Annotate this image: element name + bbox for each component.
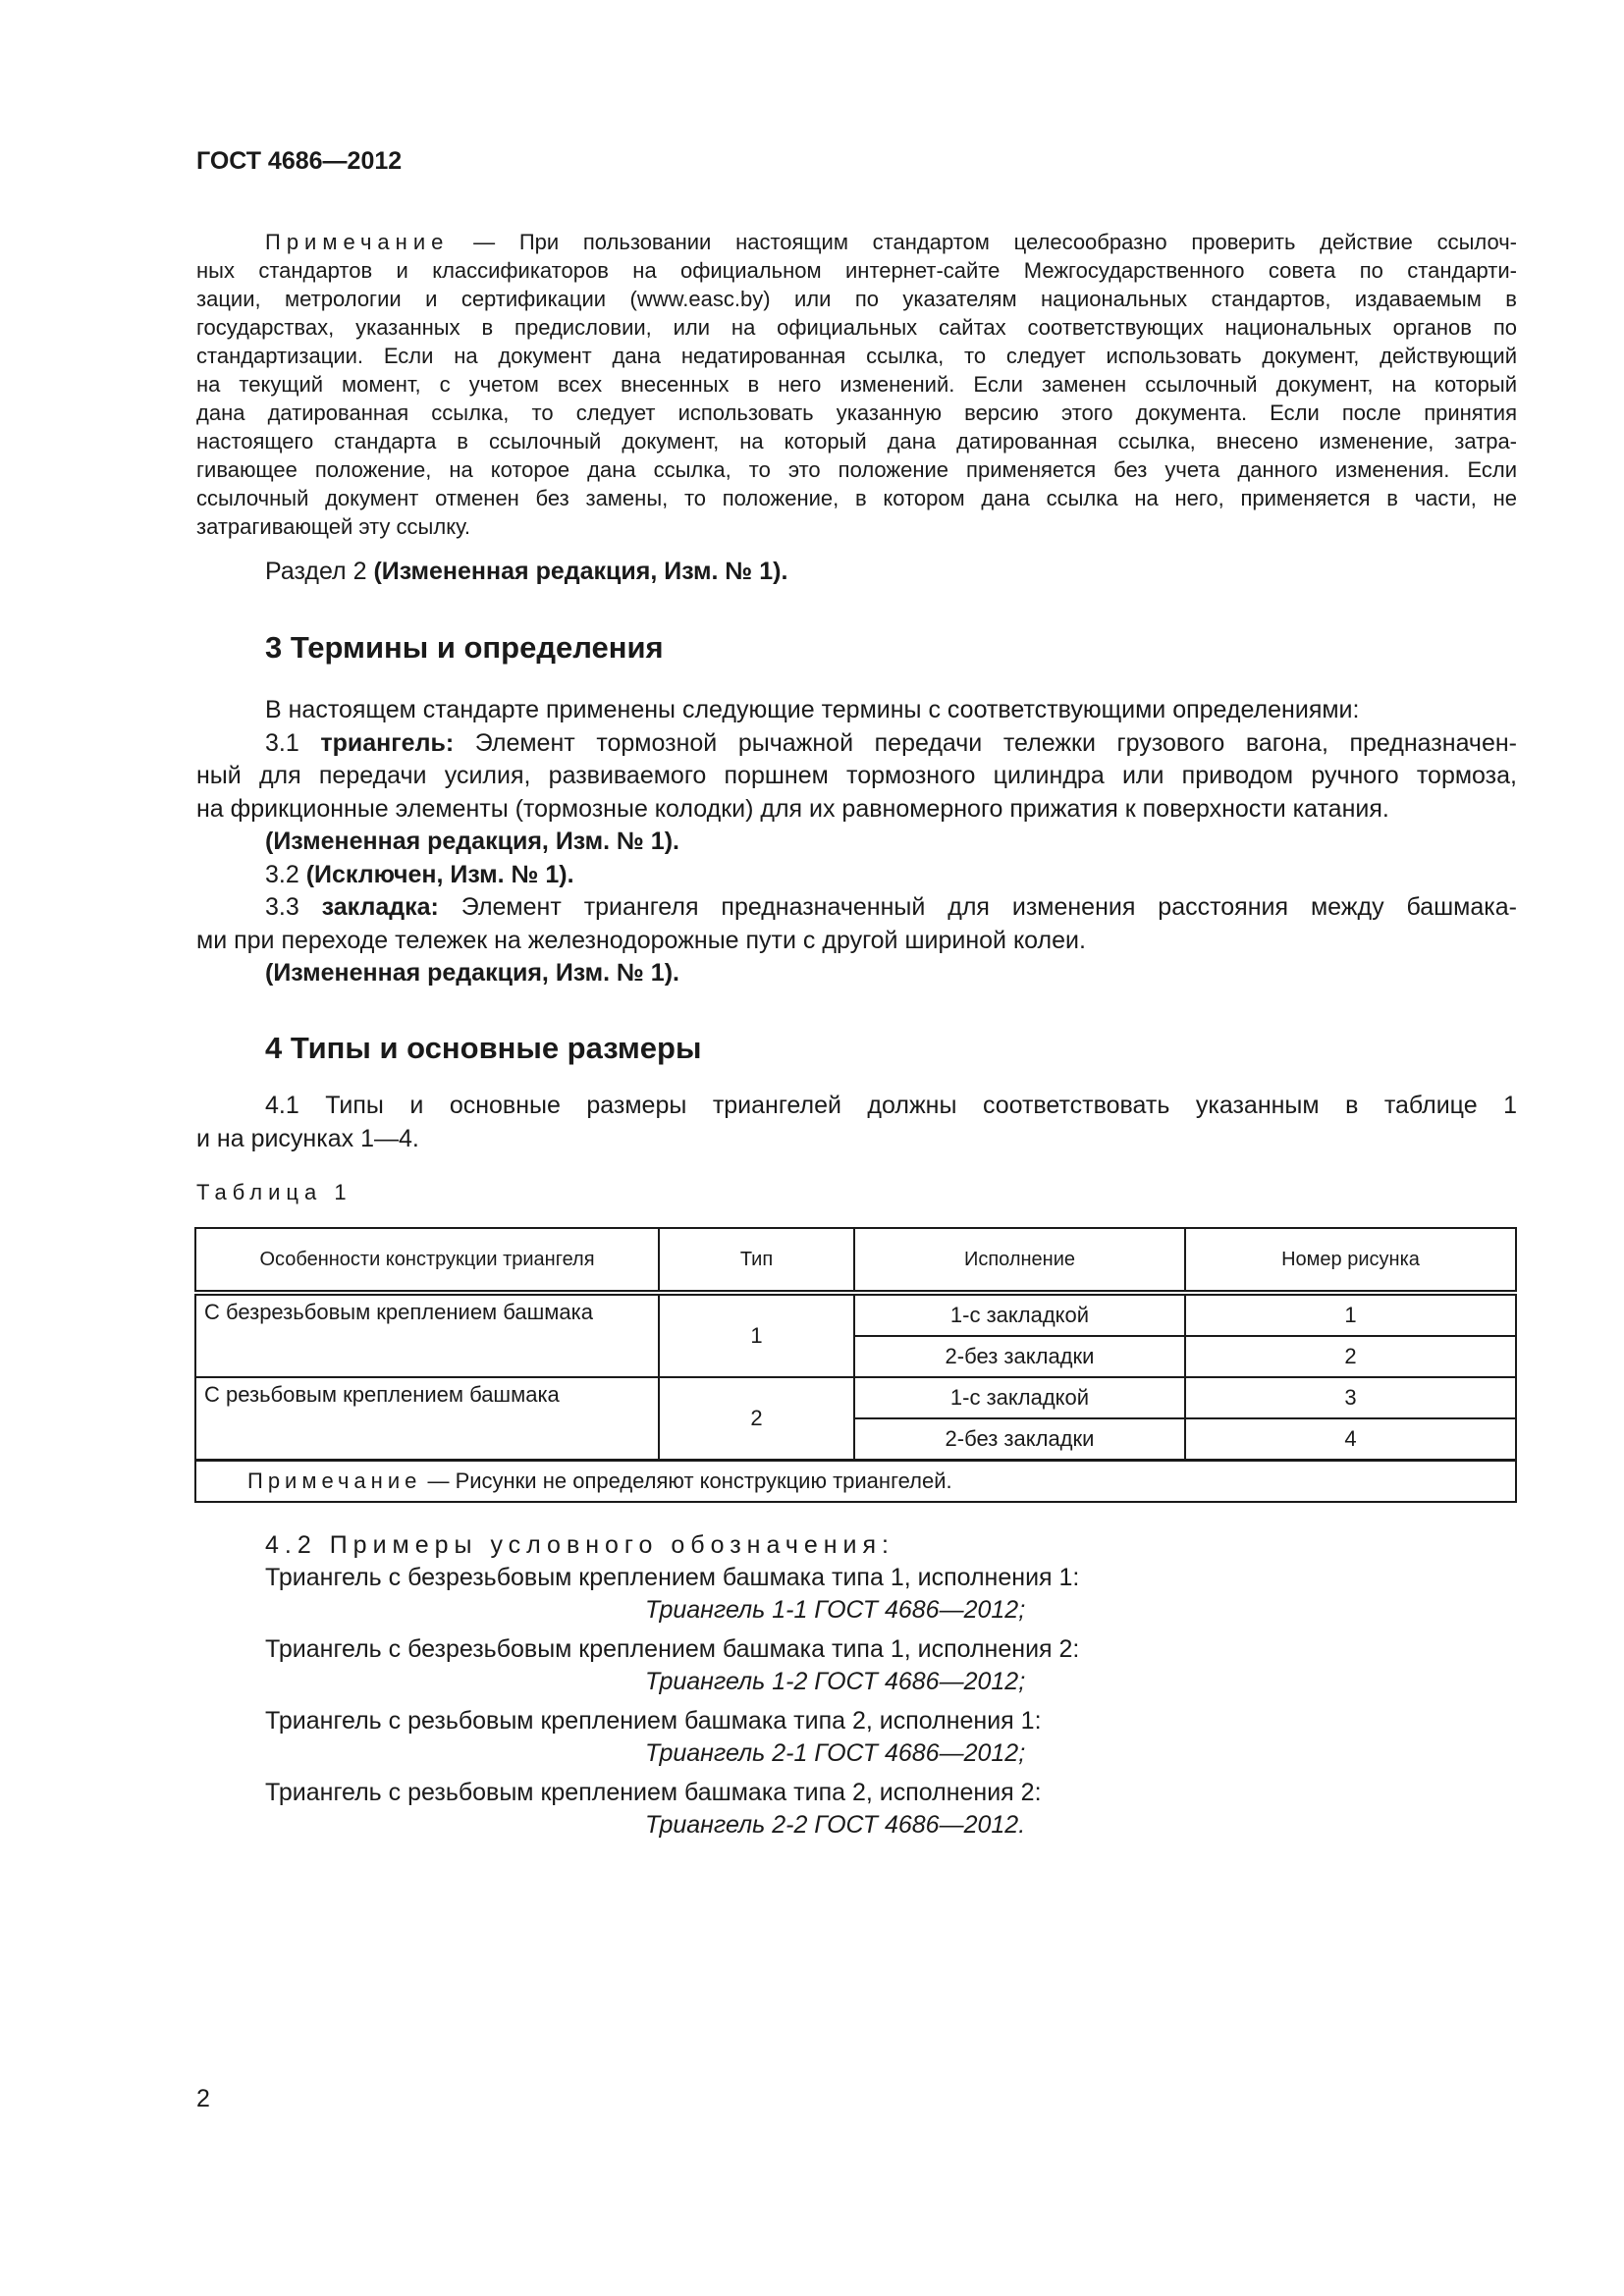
note-line: ных стандартов и классификаторов на официальном интернет-сайте Межгосударственного совета по стандарти- (196, 258, 1517, 283)
example-description: Триангель с безрезьбовым креплением башмака типа 1, исполнения 2: (265, 1635, 1080, 1663)
types-table (194, 1227, 1517, 1503)
figure-cell: 2 (1185, 1336, 1516, 1377)
term-3-3-line (196, 891, 1517, 925)
variant-cell: 2-без закладки (854, 1418, 1185, 1461)
term-definition: Элемент триангеля предназначенный для изменения расстояния между башмака- (438, 893, 1517, 921)
term-number: 3.1 (265, 728, 321, 757)
note-line: государствах, указанных в предисловии, или на официальных сайтах соответствующих национальных органов по (196, 315, 1517, 340)
section3-intro: В настоящем стандарте применены следующие термины с соответствующими определениями: (265, 696, 1360, 723)
term-name: закладка: (321, 893, 439, 921)
type-cell: 2 (659, 1377, 854, 1461)
example-description: Триангель с безрезьбовым креплением башмака типа 1, исполнения 1: (265, 1564, 1080, 1591)
term-3-1-line: ный для передачи усилия, развиваемого поршнем тормозного цилиндра или приводом ручного тормоза, (196, 762, 1517, 789)
section2-change-note (196, 556, 1586, 589)
feature-cell: С безрезьбовым креплением башмака (195, 1293, 659, 1377)
example-designation: Триангель 2-2 ГОСТ 4686—2012. (645, 1811, 1026, 1839)
feature-cell: С резьбовым креплением башмака (195, 1377, 659, 1461)
note-line: затрагивающей эту ссылку. (196, 514, 470, 539)
example-designation: Триангель 1-2 ГОСТ 4686—2012; (645, 1668, 1026, 1695)
section4-heading: 4 Типы и основные размеры (265, 1031, 702, 1065)
paragraph-line: 4.1 Типы и основные размеры триангелей должны соответствовать указанным в таблице 1 (265, 1092, 1517, 1119)
example-description: Триангель с резьбовым креплением башмака типа 2, исполнения 1: (265, 1707, 1042, 1735)
term-name: триангель: (320, 728, 455, 757)
table-row (195, 1293, 1516, 1336)
document-header: ГОСТ 4686—2012 (196, 147, 403, 175)
note-line: на текущий момент, с учетом всех внесенных в него изменений. Если заменен ссылочный документ, на который (196, 372, 1517, 397)
examples-heading: 4.2 Примеры условного обозначения: (265, 1531, 894, 1559)
header-cell: Особенности конструкции триангеля (195, 1228, 659, 1293)
note-line: дана датированная ссылка, то следует использовать указанную версию этого документа. Если после принятия (196, 400, 1517, 425)
variant-cell: 1-с закладкой (854, 1377, 1185, 1418)
table-row (195, 1377, 1516, 1418)
section3-heading: 3 Термины и определения (265, 630, 664, 665)
term-number: 3.3 (265, 893, 322, 921)
term-definition: Элемент тормозной рычажной передачи тележки грузового вагона, предназначен- (454, 728, 1517, 757)
header-cell: Тип (659, 1228, 854, 1293)
note-text: — Рисунки не определяют конструкцию триангелей. (421, 1468, 952, 1493)
variant-cell: 1-с закладкой (854, 1293, 1185, 1336)
figure-cell: 1 (1185, 1293, 1516, 1336)
paragraph-4-1 (196, 1090, 1517, 1155)
note-line: стандартизации. Если на документ дана недатированная ссылка, то следует использовать документ, действующий (196, 344, 1517, 368)
term-3-3-change (196, 957, 1517, 990)
note-line: гивающее положение, на которое дана ссылка, то это положение применяется без учета данного изменения. Если (196, 457, 1517, 482)
figure-cell: 4 (1185, 1418, 1516, 1461)
note-label: Примечание (265, 230, 450, 254)
note-line: ссылочный документ отменен без замены, то положение, в котором дана ссылка на него, применяется в части, не (196, 486, 1517, 510)
table-caption: Таблица 1 (196, 1180, 352, 1204)
term-3-1-line (196, 727, 1517, 761)
change-label: (Измененная редакция, Изм. № 1). (265, 959, 679, 987)
change-prefix: Раздел 2 (265, 558, 374, 585)
example-designation: Триангель 1-1 ГОСТ 4686—2012; (645, 1596, 1026, 1624)
figure-cell: 3 (1185, 1377, 1516, 1418)
paragraph-4-2 (196, 1529, 1517, 1842)
type-cell: 1 (659, 1293, 854, 1377)
term-3-3-line: ми при переходе тележек на железнодорожные пути с другой шириной колеи. (196, 926, 1086, 954)
header-cell: Номер рисунка (1185, 1228, 1516, 1293)
example-description: Триангель с резьбовым креплением башмака типа 2, исполнения 2: (265, 1779, 1042, 1806)
page-number: 2 (196, 2085, 210, 2112)
example-designation: Триангель 2-1 ГОСТ 4686—2012; (645, 1739, 1026, 1767)
variant-cell: 2-без закладки (854, 1336, 1185, 1377)
note-line: зации, метрологии и сертификации (www.easc.by) или по указателям национальных стандартов, издаваемым в (196, 287, 1517, 311)
term-number: 3.2 (265, 860, 306, 888)
header-cell: Исполнение (854, 1228, 1185, 1293)
table-note-row (195, 1461, 1516, 1503)
note-line: настоящего стандарта в ссылочный документ, на который дана датированная ссылка, внесено изменение, затра- (196, 429, 1517, 454)
section3-body (196, 694, 1517, 990)
term-3-2 (196, 859, 1517, 892)
paragraph-line: и на рисунках 1—4. (196, 1124, 419, 1152)
note-block (196, 228, 1517, 541)
note-line (196, 228, 1517, 256)
change-label: (Измененная редакция, Изм. № 1). (373, 558, 788, 585)
change-label: (Исключен, Изм. № 1). (305, 860, 574, 888)
term-3-1-line: на фрикционные элементы (тормозные колодки) для их равномерного прижатия к поверхности катания. (196, 794, 1389, 823)
change-label: (Измененная редакция, Изм. № 1). (265, 828, 679, 855)
table-note (195, 1461, 1516, 1503)
table-header-row (195, 1228, 1516, 1293)
term-3-1-change (196, 826, 1517, 859)
note-text: — При пользовании настоящим стандартом целесообразно проверить действие ссылоч- (449, 230, 1517, 254)
note-label: Примечание (247, 1468, 422, 1493)
